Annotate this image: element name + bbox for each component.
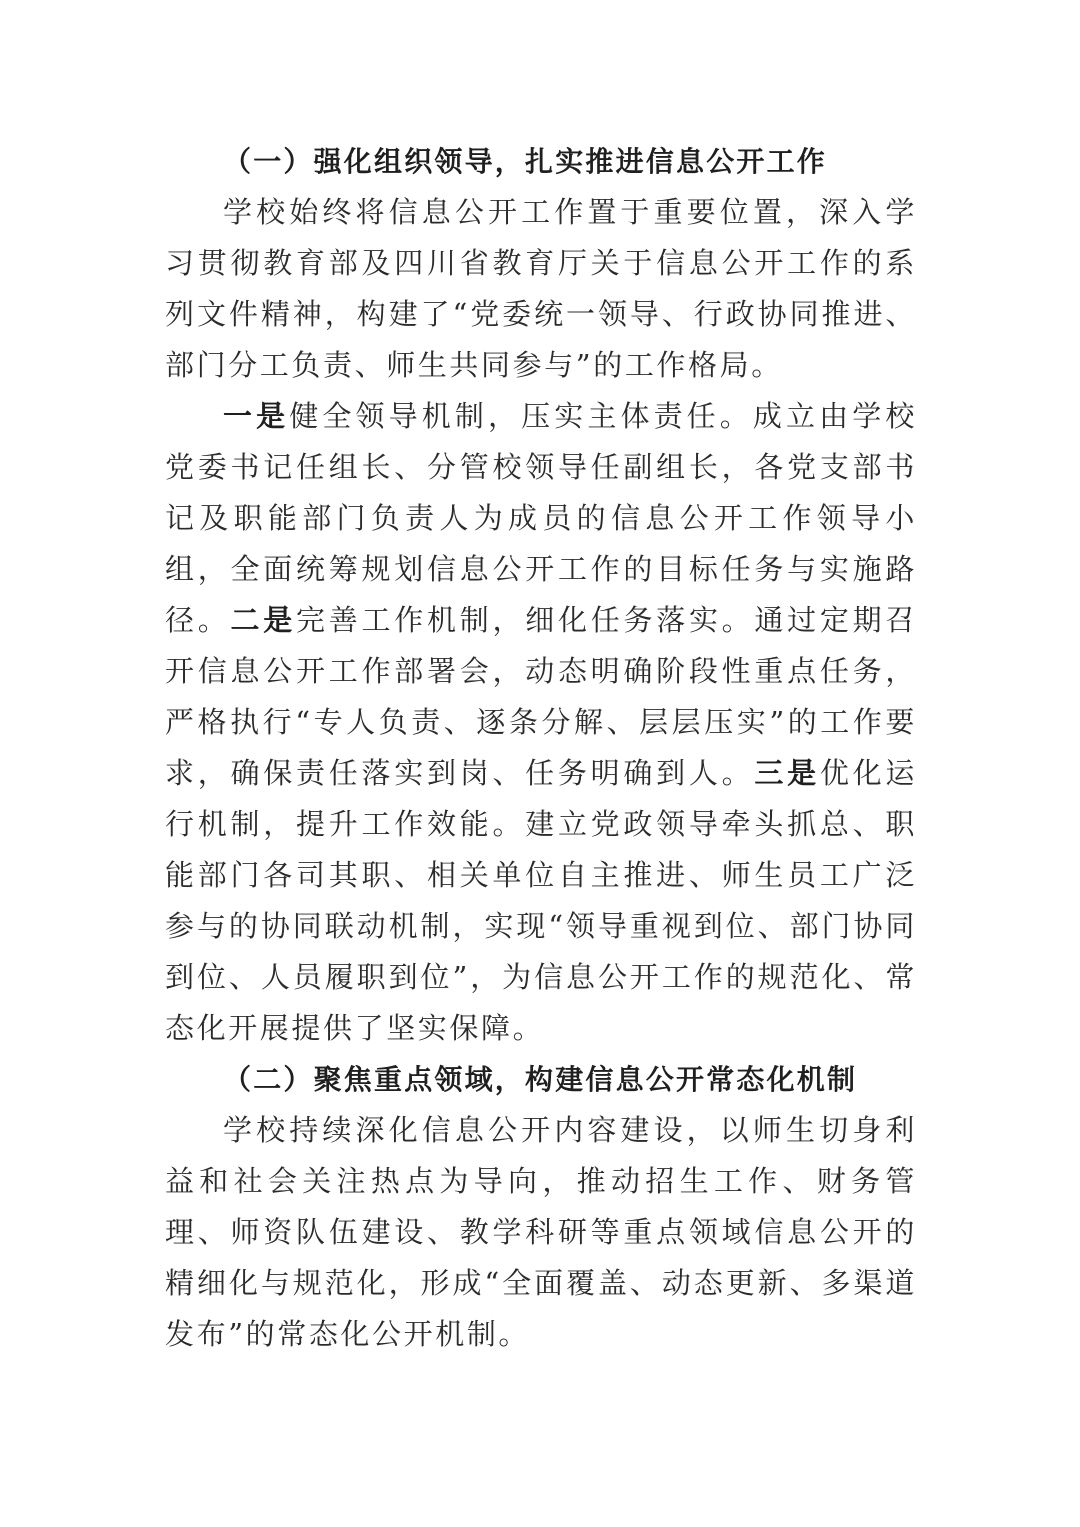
paragraph-2-text-1: 健全领导机制，压实主体责任。成立由学校党委书记任组长、分管校领导任副组长，各党支部书记及职能部门负责人为成员的信息公开工作领导小组，全面统筹规划信息公开工作的目标任务与实施路径。 xyxy=(165,399,918,637)
document-body xyxy=(165,136,917,1360)
paragraph-2-text-2: 完善工作机制，细化任务落实。通过定期召开信息公开工作部署会，动态明确阶段性重点任务，严格执行“专人负责、逐条分解、层层压实”的工作要求，确保责任落实到岗、任务明确到人。 xyxy=(165,603,918,790)
section-1-heading: （一）强化组织领导，扎实推进信息公开工作 xyxy=(223,145,828,178)
lead-phrase-1: 一是 xyxy=(223,399,290,433)
section-2-heading: （二）聚焦重点领域，构建信息公开常态化机制 xyxy=(223,1063,858,1096)
section-1-paragraph-1: 学校始终将信息公开工作置于重要位置，深入学习贯彻教育部及四川省教育厅关于信息公开工作的系列文件精神，构建了“党委统一领导、行政协同推进、部门分工负责、师生共同参与”的工作格局。 xyxy=(165,195,917,382)
paragraph-2-text-3: 优化运行机制，提升工作效能。建立党政领导牵头抓总、职能部门各司其职、相关单位自主推进、师生员工广泛参与的协同联动机制，实现“领导重视到位、部门协同到位、人员履职到位”，为信息公开工作的规范化、常态化开展提供了坚实保障。 xyxy=(165,756,917,1045)
lead-phrase-3: 三是 xyxy=(754,756,820,790)
section-1-paragraph-2 xyxy=(165,391,917,1054)
section-2-paragraph-1: 学校持续深化信息公开内容建设，以师生切身利益和社会关注热点为导向，推动招生工作、财务管理、师资队伍建设、教学科研等重点领域信息公开的精细化与规范化，形成“全面覆盖、动态更新、多渠道发布”的常态化公开机制。 xyxy=(165,1113,917,1351)
lead-phrase-2: 二是 xyxy=(230,603,296,637)
